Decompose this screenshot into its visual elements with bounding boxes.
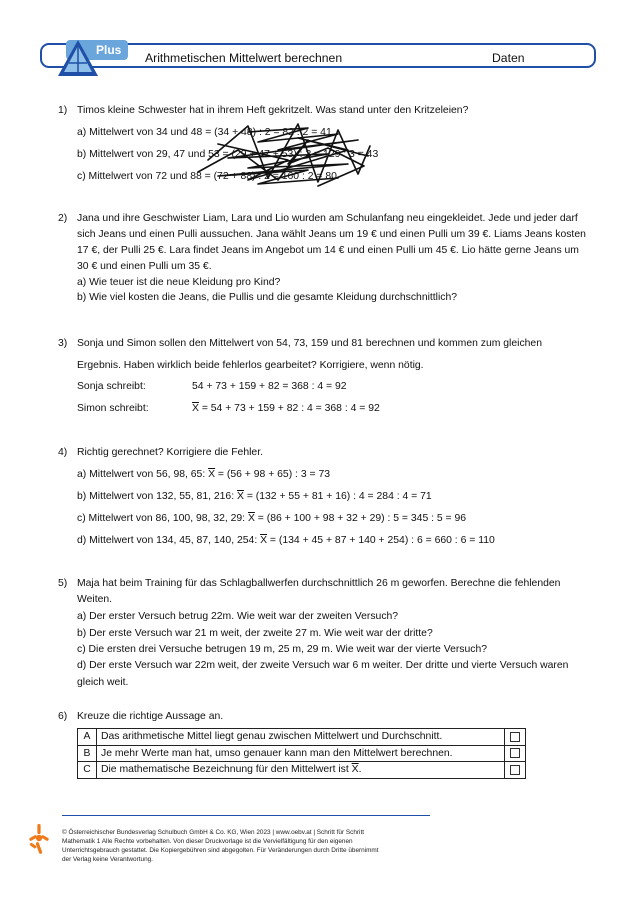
q4-a-post: = (56 + 98 + 65) : 3 = 73 [215,469,331,480]
q5-a: a) Der erster Versuch betrug 22m. Wie weit war der zweiten Versuch? [77,611,399,622]
footer-line: Mathematik 1 Alle Rechte vorbehalten. Von dieser Druckvorlage ist die Vervielfältigung für den eigenen [62,838,353,845]
q5-line: Maja hat beim Training für das Schlagballwerfen durchschnittlich 26 m geworfen. Berechne die fehlenden [77,578,561,589]
q2-line: 30 € und einen Pulli um 35 €. [77,261,212,272]
table-row [78,745,526,762]
q4-b [77,490,432,503]
q6-text: Kreuze die richtige Aussage an. [77,711,224,722]
q5-line: Weiten. [77,594,113,605]
q4-number: 4) [58,447,68,458]
xbar-symbol: $\overline{X}$ [208,469,216,480]
q1-b: b) Mittelwert von 29, 47 und 53 = (29 + 47 + 53) : 3 = 129 : 3 = 43 [77,149,379,160]
q3-number: 3) [58,338,68,349]
logo-text: Plus [96,43,122,57]
simon-label: Simon schreibt: [77,403,149,414]
xbar-symbol: $\overline{X}$ [192,403,199,414]
q4-c-post: = (86 + 100 + 98 + 32 + 29) : 5 = 345 : 5 = 96 [254,513,467,524]
checkbox-icon[interactable] [510,765,520,775]
q5-number: 5) [58,578,68,589]
q3-line1: Sonja und Simon sollen den Mittelwert von 54, 73, 159 und 81 berechnen und kommen zum gleichen [77,338,542,349]
table-row [78,762,526,779]
q4-d-pre: d) Mittelwert von 134, 45, 87, 140, 254: [77,535,261,546]
footer-divider [62,815,430,816]
footer-line: der Verlag keine Verantwortung. [62,856,153,863]
q2-a: a) Wie teuer ist die neue Kleidung pro Kind? [77,277,281,288]
page-category: Daten [492,51,525,65]
checkbox-icon[interactable] [510,748,520,758]
q4-d [77,534,495,547]
q4-a-pre: a) Mittelwert von 56, 98, 65: [77,469,209,480]
footer-line: © Österreichischer Bundesverlag Schulbuch GmbH & Co. KG, Wien 2023 | www.oebv.at | Schritt für Schritt [62,829,365,836]
q5-c: c) Die ersten drei Versuche betrugen 19 m, 25 m, 29 m. Wie weit war der vierte Versuch? [77,644,488,655]
statements-table [77,728,526,779]
row-statement [97,762,505,779]
sonja-calc: 54 + 73 + 159 + 82 = 368 : 4 = 92 [192,381,347,392]
q5-b: b) Der erste Versuch war 21 m weit, der zweite 27 m. Wie weit war der dritte? [77,628,433,639]
q4-c [77,512,466,525]
q5-line: gleich weit. [77,677,129,688]
q4-b-pre: b) Mittelwert von 132, 55, 81, 216: [77,491,237,502]
q2-b: b) Wie viel kosten die Jeans, die Pullis und die gesamte Kleidung durchschnittlich? [77,292,458,303]
q2-line: 17 €, der Pulli 25 €. Lara findet Jeans im Angebot um 14 € und einen Pulli um 45 €. Lio hätte gerne Jeans um [77,245,579,256]
page-title: Arithmetischen Mittelwert berechnen [145,51,343,65]
xbar-symbol: $\overline{X}$ [237,491,244,502]
simon-calc [192,402,380,415]
q4-a [77,468,330,481]
row-letter: A [78,729,97,746]
xbar-symbol: $\overline{X}$ [260,535,268,546]
q2-line: Jana und ihre Geschwister Liam, Lara und Lio wurden am Schulanfang neu eingekleidet. Jede und jeder darf [77,213,578,224]
row-statement: Je mehr Werte man hat, umso genauer kann man den Mittelwert berechnen. [97,745,505,762]
q1-a: a) Mittelwert von 34 und 48 = (34 + 48) : 2 = 82 : 2 = 41 [77,127,332,138]
checkbox-b[interactable] [505,745,526,762]
q4-d-post: = (134 + 45 + 87 + 140 + 254) : 6 = 660 : 6 = 110 [267,535,495,546]
q2-number: 2) [58,213,68,224]
row-statement-text: Die mathematische Bezeichnung für den Mittelwert ist [101,764,352,776]
q1-c: c) Mittelwert von 72 und 88 = (72 + 88) : 2 = 160 : 2 = 80 [77,171,337,182]
checkbox-c[interactable] [505,762,526,779]
footer-line: Unterrichtsgebrauch gestattet. Die Kopiergebühren sind abgegolten. Für Veränderungen durch Dritte übernimmt [62,847,379,854]
checkbox-a[interactable] [505,729,526,746]
q4-c-pre: c) Mittelwert von 86, 100, 98, 32, 29: [77,513,248,524]
xbar-symbol: $\overline{X}$ [247,513,255,524]
q1-text: Timos kleine Schwester hat in ihrem Heft gekritzelt. Was stand unter den Kritzeleien? [77,105,469,116]
oebv-star-logo-icon [28,822,50,856]
simon-calc-text: = 54 + 73 + 159 + 82 : 4 = 368 : 4 = 92 [198,403,380,414]
q4-text: Richtig gerechnet? Korrigiere die Fehler. [77,447,263,458]
row-statement-end: . [358,764,362,776]
checkbox-icon[interactable] [510,732,520,742]
q2-line: sich Jeans und einen Pulli aussuchen. Jana wählt Jeans um 19 € und einen Pulli um 39 €. Liams Jeans kosten [77,229,586,240]
scribble-drawing [188,120,378,188]
q4-b-post: = (132 + 55 + 81 + 16) : 4 = 284 : 4 = 71 [243,491,432,502]
q1-number: 1) [58,105,68,116]
row-statement: Das arithmetische Mittel liegt genau zwischen Mittelwert und Durchschnitt. [97,729,505,746]
row-letter: B [78,745,97,762]
q3-line2: Ergebnis. Haben wirklich beide fehlerlos gearbeitet? Korrigiere, wenn nötig. [77,360,424,371]
row-letter: C [78,762,97,779]
table-row [78,729,526,746]
xbar-symbol: $\overline{X}$ [351,764,359,776]
sonja-label: Sonja schreibt: [77,381,146,392]
q5-d: d) Der erste Versuch war 22m weit, der zweite Versuch war 6 m weiter. Der dritte und vierte Versuch waren [77,660,569,671]
q6-number: 6) [58,711,68,722]
plus-logo-icon [52,38,130,78]
